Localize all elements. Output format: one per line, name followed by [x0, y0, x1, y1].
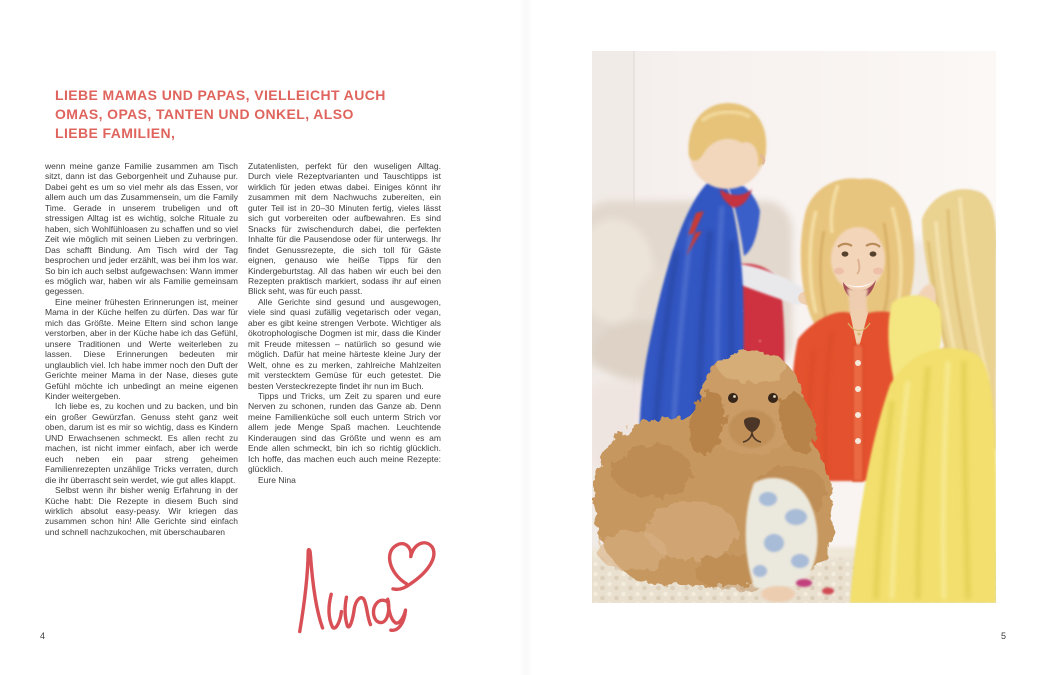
family-photo-illustration	[592, 51, 996, 603]
signature-heart	[389, 541, 437, 589]
paragraph: Tipps und Tricks, um Zeit zu sparen und eure Nerven zu schonen, runden das Ganze ab. Denn meine Familienküche soll euch unterm Strich vor allem jede Menge Spaß machen. Leuchtende Kinderaugen sind das Größte und wenn es am Ende allen schmeckt, bin ich so richtig glücklich. Ich hoffe, das machen euch auch meine Rezepte: glücklich.	[248, 390, 441, 475]
paragraph: Alle Gerichte sind gesund und ausgewogen, viele sind quasi zufällig vegetarisch oder vegan, aber es gibt keine strengen Verbote. Wichtiger als ökotrophologische Dogmen ist mir, dass die Kinder mit Freude mitessen – natürlich so gesund wie möglich. Dafür hat meine härteste kleine Jury der Welt, ohne es zu merken, zahlreiche Mahlzeiten mit verstecktem Gemüse für euch getestet. Die besten Versteckrezepte findet ihr nun im Buch.	[248, 296, 441, 391]
intro-heading-line2: OMAS, OPAS, TANTEN UND ONKEL, ALSO	[55, 106, 354, 122]
closing-line: Eure Nina	[258, 474, 296, 485]
signature-stroke	[328, 594, 343, 629]
page-number-right: 5	[1001, 631, 1007, 641]
spread-gutter	[519, 0, 533, 675]
family-photo	[592, 51, 996, 603]
signature-stroke	[373, 598, 407, 631]
paragraph: Eine meiner frühesten Erinnerungen ist, meiner Mama in der Küche helfen zu dürfen. Das war für mich das Größte. Meine Eltern sind schon lange verstorben, aber in der Küche habe ich das Gefühl, unsere Traditionen und Werte weiterleben zu lassen. Diese Erinnerungen bedeuten mir unglaublich viel. Ich habe immer noch den Duft der Gerichte meiner Mama in der Nase, dieses gute Gefühl möchte ich unbedingt an meine eigenen Kinder weitergeben.	[45, 296, 238, 401]
body-text-column-1	[45, 161, 238, 537]
paragraph: Zutatenlisten, perfekt für den wuseligen Alltag. Durch viele Rezeptvarianten und Tauschtipps ist wirklich für jeden etwas dabei. Einiges könnt ihr zusammen mit dem Nachwuchs zubereiten, ein guter Teil ist in 20–30 Minuten fertig, vieles lässt sich gut vorbereiten oder aufbewahren. Es sind Snacks für zwischendurch dabei, die perfekten Inhalte für die Pausendose oder für unterwegs. Ihr findet Genussrezepte, die sich toll für Gäste eignen, genauso wie heiße Tipps für den Kindergeburtstag. All das haben wir euch bei den Rezepten praktisch markiert, sodass ihr auf einen Blick seht, was für euch passt.	[248, 161, 441, 297]
intro-heading	[55, 86, 475, 143]
paragraph: wenn meine ganze Familie zusammen am Tisch sitzt, dann ist das Geborgenheit und Zuhause pur. Dabei geht es um so viel mehr als das Essen, vor allem auch um das Zusammensein, um die Family Time. Gerade in unserem trubeligen und oft stressigen Alltag ist es wichtig, solche Rituale zu haben, sich Wohlfühloasen zu schaffen und so viel Zeit wie möglich mit seinen Lieben zu verbringen. Das schafft Bindung. Am Tisch wird der Tag besprochen und jeder erzählt, was bei ihm los war. So bin ich auch selbst aufgewachsen: Wann immer es möglich war, haben wir als Familie gemeinsam gegessen.	[45, 161, 238, 297]
dog-eye-left	[728, 393, 738, 403]
intro-heading-line3: LIEBE FAMILIEN,	[55, 125, 176, 141]
page-number-left: 4	[40, 631, 46, 641]
signature-stroke	[344, 596, 370, 627]
dog-eye-right	[768, 393, 778, 403]
intro-heading-line1: LIEBE MAMAS UND PAPAS, VIELLEICHT AUCH	[55, 87, 386, 103]
signature-stroke	[294, 549, 323, 631]
paragraph: Ich liebe es, zu kochen und zu backen, und bin ein großer Gewürzfan. Genuss steht ganz weit oben, darum ist es mir so wichtig, dass es Kindern UND Erwachsenen schmeckt. Es allen recht zu machen, ist nicht immer einfach, aber ich werde euch neben ein paar streng geheimen Familienrezepten unzählige Tricks verraten, durch die ihr überrascht sein werdet, wie gut alles klappt.	[45, 401, 238, 485]
paragraph: Selbst wenn ihr bisher wenig Erfahrung in der Küche habt: Die Rezepte in diesem Buch sind wirklich absolut easy-peasy. Wir kriegen das zusammen schon hin! Alle Gerichte sind einfach und schnell nachzukochen, mit überschaubaren	[45, 485, 238, 537]
body-text-column-2	[248, 161, 441, 485]
child-foot	[761, 586, 795, 602]
nina-signature	[283, 530, 448, 635]
